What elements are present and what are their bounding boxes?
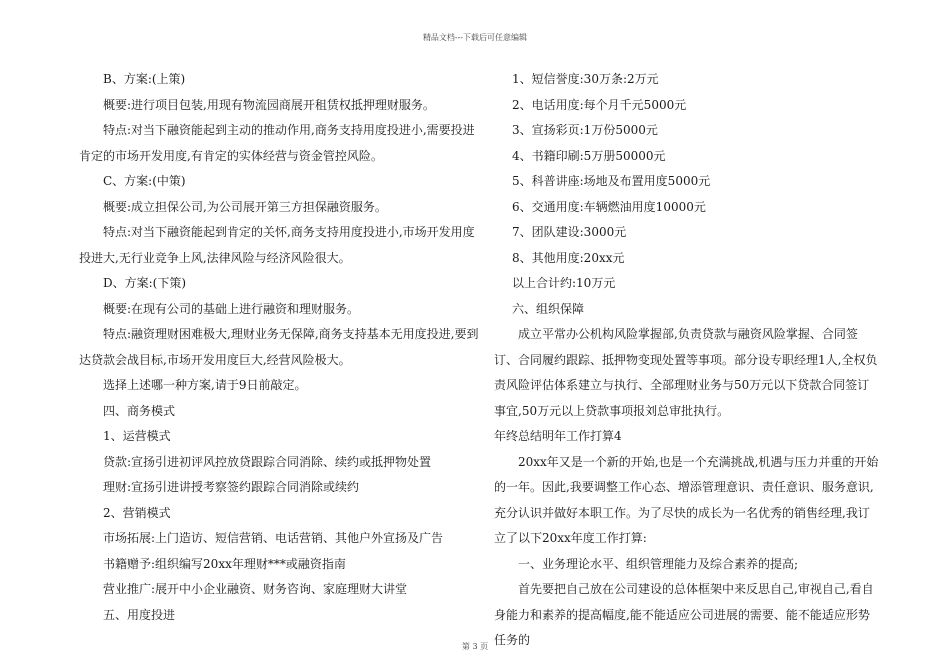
paragraph: 五、用度投进: [103, 607, 176, 622]
right-column: [494, 67, 879, 654]
paragraph: 一、业务理论水平、组织管理能力及综合素养的提高;: [518, 556, 799, 571]
paragraph: 贷款:宣扬引进初评风控放贷跟踪合同消除、续约或抵押物处置: [103, 454, 432, 469]
paragraph: 20xx年又是一个新的开始,也是一个充满挑战,机遇与压力并重的开始的一年。因此,我要调整工作心态、增添管理意识、责任意识、服务意识,充分认识并做好本职工作。为了尽快的成长为一名优秀的销售经理,我订立了以下20xx年度工作打算:: [494, 454, 879, 545]
paragraph: 营业推广:展开中小企业融资、财务咨询、家庭理财大讲堂: [103, 582, 408, 596]
paragraph: 3、宣扬彩页:1万份5000元: [512, 123, 658, 137]
paragraph: 书籍赠予:组织编写20xx年理财***或融资指南: [103, 556, 346, 571]
page-footer: 第 3 页: [461, 642, 489, 651]
paragraph: 六、组织保障: [512, 301, 585, 316]
section-title: 年终总结明年工作打算4: [494, 429, 622, 443]
paragraph: 4、书籍印刷:5万册50000元: [512, 148, 666, 163]
paragraph: D、方案:(下策): [103, 276, 187, 290]
paragraph: 5、科普讲座:场地及布置用度5000元: [512, 174, 711, 188]
paragraph: C、方案:(中策): [103, 174, 186, 188]
paragraph: 市场拓展:上门造访、短信营销、电话营销、其他户外宣扬及广告: [103, 531, 444, 545]
paragraph: 7、团队建设:3000元: [512, 225, 627, 239]
paragraph: 以上合计约:10万元: [512, 276, 616, 290]
paragraph: 8、其他用度:20xx元: [512, 250, 625, 265]
left-column: [79, 67, 479, 628]
paragraph: 特点:对当下融资能起到主动的推动作用,商务支持用度投进小,需要投进肯定的市场开发用度,有肯定的实体经营与资金管控风险。: [79, 123, 475, 163]
paragraph: 选择上述哪一种方案,请于9日前敲定。: [103, 378, 307, 392]
paragraph: 2、营销模式: [103, 505, 171, 520]
paragraph: 2、电话用度:每个月千元5000元: [512, 97, 687, 112]
paragraph: 特点:融资理财困难极大,理财业务无保障,商务支持基本无用度投进,要到达贷款会战目标,市场开发用度巨大,经营风险极大。: [79, 327, 479, 367]
paragraph: 四、商务模式: [103, 403, 176, 418]
paragraph: 1、短信誉度:30万条:2万元: [512, 72, 659, 86]
page-header: 精品文档---下载后可任意编辑: [422, 33, 528, 42]
paragraph: 理财:宣扬引进讲授考察签约跟踪合同消除或续约: [103, 480, 360, 494]
paragraph: 概要:成立担保公司,为公司展开第三方担保融资服务。: [103, 199, 387, 214]
paragraph: 1、运营模式: [103, 429, 171, 443]
paragraph: 概要:在现有公司的基础上进行融资和理财服务。: [103, 301, 360, 316]
paragraph: 6、交通用度:车辆燃油用度10000元: [512, 199, 706, 214]
paragraph: B、方案:(上策): [103, 72, 186, 86]
paragraph: 特点:对当下融资能起到肯定的关怀,商务支持用度投进小,市场开发用度投进大,无行业竞争上风,法律风险与经济风险很大。: [79, 225, 475, 265]
paragraph: 首先要把自己放在公司建设的总体框架中来反思自己,审视自己,看自身能力和素养的提高幅度,能不能适应公司进展的需要、能不能适应形势任务的: [494, 582, 874, 647]
paragraph: 成立平常办公机构风险掌握部,负责贷款与融资风险掌握、合同签订、合同履约跟踪、抵押物变现处置等事项。部分设专职经理1人,全权负责风险评估体系建立与执行、全部理财业务与50万元以下贷款合同签订事宜,50万元以上贷款事项报刘总审批执行。: [494, 327, 878, 418]
paragraph: 概要:进行项目包装,用现有物流园商展开租赁权抵押理财服务。: [103, 97, 435, 112]
